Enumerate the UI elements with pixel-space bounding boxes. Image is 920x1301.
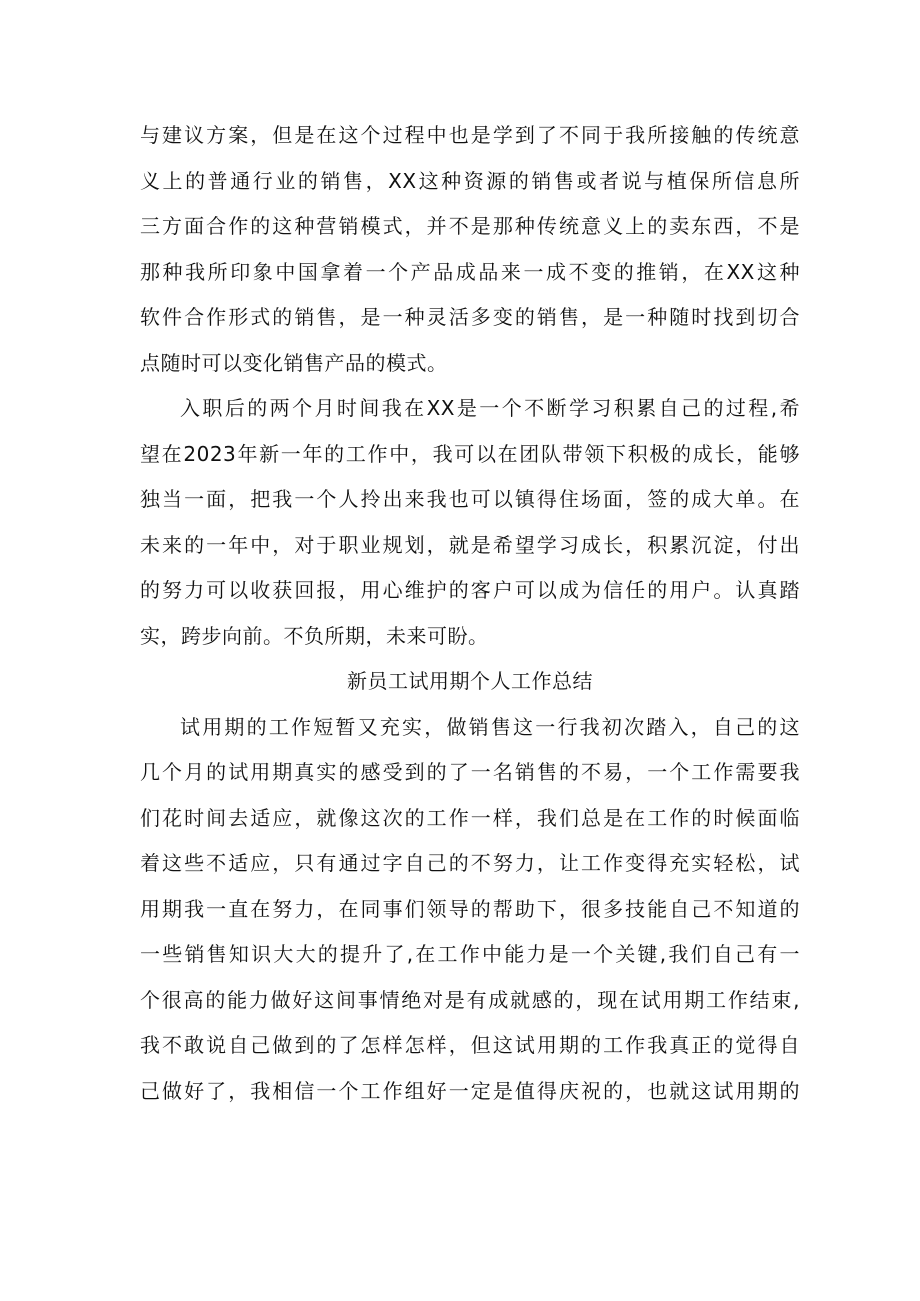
paragraph-2 <box>140 386 800 659</box>
text-line: 几个月的试用期真实的感受到的了一名销售的不易，一个工作需要我 <box>140 760 800 784</box>
text-line: 们花时间去适应，就像这次的工作一样，我们总是在工作的时候面临 <box>140 805 800 830</box>
text-line: 己做好了，我相信一个工作组好一定是值得庆祝的，也就这试用期的 <box>140 1078 800 1103</box>
text-line: 入职后的两个月时间我在XX是一个不断学习积累自己的过程,希 <box>180 396 800 420</box>
text-line: 义上的普通行业的销售，XX这种资源的销售或者说与植保所信息所 <box>140 168 800 193</box>
text-line: 实，跨步向前。不负所期，未来可盼。 <box>140 623 489 648</box>
text-line: 那种我所印象中国拿着一个产品成品来一成不变的推销，在XX这种 <box>140 259 800 284</box>
text-line: 的努力可以收获回报，用心维护的客户可以成为信任的用户。认真踏 <box>140 578 800 602</box>
document-body <box>140 113 800 1114</box>
text-line: 一些销售知识大大的提升了,在工作中能力是一个关键,我们自己有一 <box>140 942 800 966</box>
paragraph-1 <box>140 113 800 386</box>
text-line: 与建议方案，但是在这个过程中也是学到了不同于我所接触的传统意 <box>140 123 800 147</box>
text-line: 着这些不适应，只有通过字自己的不努力，让工作变得充实轻松，试 <box>140 851 800 875</box>
section-title: 新员工试用期个人工作总结 <box>347 669 593 693</box>
text-line: 试用期的工作短暂又充实，做销售这一行我初次踏入，自己的这 <box>180 714 800 739</box>
text-line: 我不敢说自己做到的了怎样怎样，但这试用期的工作我真正的觉得自 <box>140 1033 800 1057</box>
text-line: 独当一面，把我一个人拎出来我也可以镇得住场面，签的成大单。在 <box>140 487 800 511</box>
text-line: 用期我一直在努力，在同事们领导的帮助下，很多技能自己不知道的 <box>140 896 800 921</box>
text-line: 三方面合作的这种营销模式，并不是那种传统意义上的卖东西，不是 <box>140 214 800 238</box>
text-line: 个很高的能力做好这间事情绝对是有成就感的，现在试用期工作结束, <box>140 987 800 1012</box>
paragraph-3 <box>140 705 800 1115</box>
text-line: 望在2023年新一年的工作中，我可以在团队带领下积极的成长，能够 <box>140 441 800 466</box>
text-line: 点随时可以变化销售产品的模式。 <box>140 350 448 375</box>
text-line: 软件合作形式的销售，是一种灵活多变的销售，是一种随时找到切合 <box>140 305 800 329</box>
text-line: 未来的一年中，对于职业规划，就是希望学习成长，积累沉淀，付出 <box>140 532 800 557</box>
